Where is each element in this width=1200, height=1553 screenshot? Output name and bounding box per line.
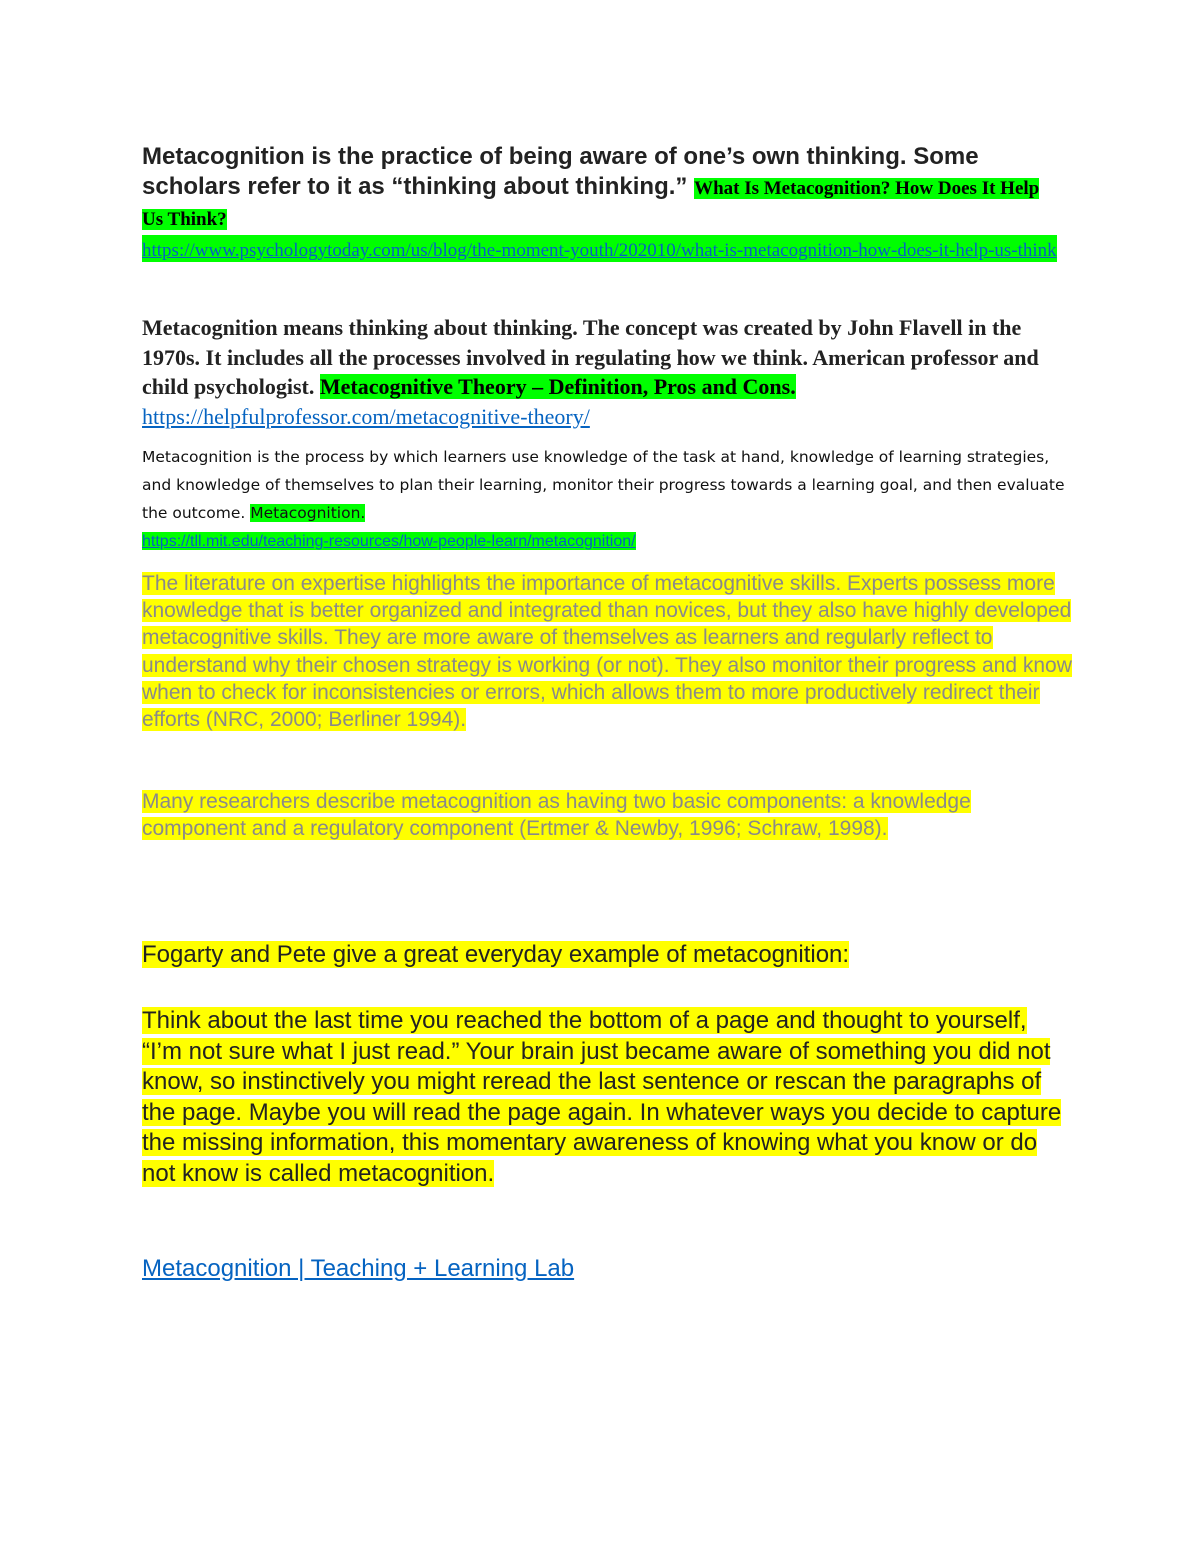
paragraph-text: Metacognition means thinking about thinking. The concept was created by John Flavell in the 1970s. It includes all the processes involved in regulating how we think. American professor and child psychologist. (142, 315, 1039, 399)
source-link[interactable]: https://www.psychologytoday.com/us/blog/the-moment-youth/202010/what-is-metacognition-how-does-it-help-us-think (142, 240, 1057, 261)
paragraph-text: The literature on expertise highlights the importance of metacognitive skills. Experts possess more knowledge that is better organized and integrated than novices, but they also have highly developed metacognitive skills. They are more aware of themselves as learners and regularly reflect to understand why their chosen strategy is working (or not). They also monitor their progress and know when to check for inconsistencies or errors, which allows them to more productively redirect their efforts (NRC, 2000; Berliner 1994). (142, 572, 1072, 732)
paragraph-expertise (142, 570, 1072, 733)
paragraph-text: Many researchers describe metacognition as having two basic components: a knowledge component and a regulatory component (Ertmer & Newby, 1996; Schraw, 1998). (142, 790, 971, 841)
source-title: Metacognitive Theory – Definition, Pros and Cons. (319, 374, 796, 399)
source-title: What Is Metacognition? How Does It Help Us Think? (142, 178, 1040, 230)
paragraph-metacognition-definition (142, 142, 1062, 265)
paragraph-text: Fogarty and Pete give a great everyday example of metacognition: (142, 941, 850, 968)
source-link[interactable]: https://helpfulprofessor.com/metacognitive-theory/ (142, 403, 590, 429)
paragraph-text: Metacognition is the process by which learners use knowledge of the task at hand, knowledge of learning strategies, and knowledge of themselves to plan their learning, monitor their progress towards a learning goal, and then evaluate the outcome. (142, 448, 1065, 522)
source-title: Metacognition. (250, 504, 366, 522)
paragraph-text: Think about the last time you reached the bottom of a page and thought to yourself, “I’m not sure what I just read.” Your brain just became aware of something you did not know, so instinctively you might reread the last sentence or rescan the paragraphs of the page. Maybe you will read the page again. In whatever ways you decide to capture the missing information, this momentary awareness of knowing what you know or do not know is called metacognition. (142, 1007, 1062, 1187)
teaching-learning-lab-link[interactable]: Metacognition | Teaching + Learning Lab (142, 1255, 575, 1282)
paragraph-flavell (142, 313, 1062, 431)
paragraph-text: Metacognition is the practice of being aware of one’s own thinking. Some scholars refer to it as “thinking about thinking.” (142, 143, 979, 200)
paragraph-example (142, 1006, 1072, 1189)
paragraph-example-intro (142, 940, 1062, 970)
paragraph-source-link (142, 1254, 1062, 1284)
paragraph-learning-process (142, 443, 1072, 556)
paragraph-components (142, 788, 1072, 842)
source-link[interactable]: https://tll.mit.edu/teaching-resources/how-people-learn/metacognition/ (142, 533, 636, 550)
